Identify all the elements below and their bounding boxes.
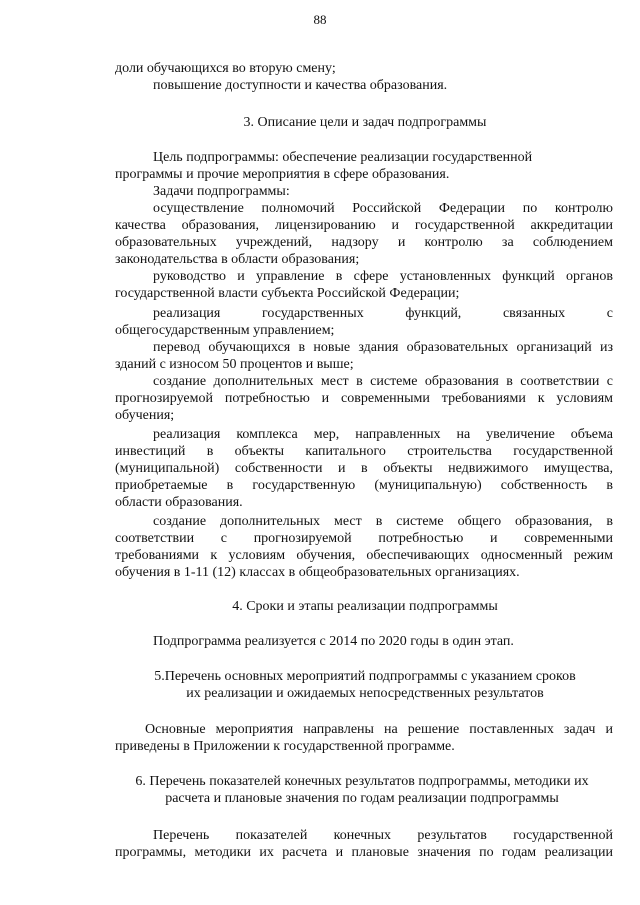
task-7-line-3: требованиями к условиям обучения, обеспечивающих односменный режим — [115, 548, 613, 563]
task-5-line-2: прогнозируемой потребностью и современными требованиями к условиям — [115, 391, 613, 406]
task-6-line-4: приобретаемые в государственную (муниципальную) собственность в — [115, 478, 613, 493]
task-7-line-4: обучения в 1-11 (12) классах в общеобразовательных организациях. — [115, 565, 520, 580]
goal-line-1: Цель подпрограммы: обеспечение реализации государственной — [153, 150, 533, 165]
task-7-line-1: создание дополнительных мест в системе общего образования, в — [153, 514, 613, 529]
section-5-heading-line-2: их реализации и ожидаемых непосредственных результатов — [186, 686, 544, 701]
page-number: 88 — [313, 12, 327, 27]
task-1-line-2: качества образования, лицензированию и государственной аккредитации — [115, 218, 613, 233]
task-6-line-2: инвестиций в объекты капитального строительства государственной — [115, 444, 613, 459]
section-6-text-line-2: программы, методики их расчета и плановые значения по годам реализации — [115, 845, 613, 860]
task-2-line-2: государственной власти субъекта Российской Федерации; — [115, 286, 460, 301]
task-6-line-5: области образования. — [115, 495, 243, 510]
task-1-line-1: осуществление полномочий Российской Федерации по контролю — [153, 201, 613, 216]
task-5-line-1: создание дополнительных мест в системе образования в соответствии с — [153, 374, 613, 389]
task-2-line-1: руководство и управление в сфере установленных функций органов — [153, 269, 613, 284]
section-5-text-line-1: Основные мероприятия направлены на решение поставленных задач и — [145, 722, 613, 737]
section-6-heading-line-2: расчета и плановые значения по годам реализации подпрограммы — [165, 791, 559, 806]
section-3-heading: 3. Описание цели и задач подпрограммы — [243, 115, 487, 130]
section-6-heading-line-1: 6. Перечень показателей конечных результатов подпрограммы, методики их — [135, 774, 589, 789]
section-5-text-line-2: приведены в Приложении к государственной программе. — [115, 739, 455, 754]
intro-line-2: повышение доступности и качества образования. — [153, 78, 448, 93]
section-6-text-line-1: Перечень показателей конечных результатов государственной — [153, 828, 613, 843]
section-5-heading-line-1: 5.Перечень основных мероприятий подпрограммы с указанием сроков — [154, 669, 576, 684]
task-5-line-3: обучения; — [115, 408, 175, 423]
task-3-line-2: общегосударственным управлением; — [115, 323, 335, 338]
task-6-line-3: (муниципальной) собственности и в объекты недвижимого имущества, — [115, 461, 613, 476]
task-4-line-2: зданий с износом 50 процентов и выше; — [115, 357, 354, 372]
task-7-line-2: соответствии с прогнозируемой потребностью и современными — [115, 531, 613, 546]
task-4-line-1: перевод обучающихся в новые здания образовательных организаций из — [153, 340, 613, 355]
task-3-line-1: реализация государственных функций, связанных с — [153, 306, 613, 321]
goal-line-2: программы и прочие мероприятия в сфере образования. — [115, 167, 450, 182]
tasks-title: Задачи подпрограммы: — [153, 184, 290, 199]
task-1-line-4: законодательства в области образования; — [115, 252, 360, 267]
task-6-line-1: реализация комплекса мер, направленных на увеличение объема — [153, 427, 613, 442]
section-4-text: Подпрограмма реализуется с 2014 по 2020 годы в один этап. — [153, 634, 514, 649]
task-1-line-3: образовательных учреждений, надзору и контролю за соблюдением — [115, 235, 613, 250]
intro-line-1: доли обучающихся во вторую смену; — [115, 61, 336, 76]
section-4-heading: 4. Сроки и этапы реализации подпрограммы — [232, 599, 498, 614]
